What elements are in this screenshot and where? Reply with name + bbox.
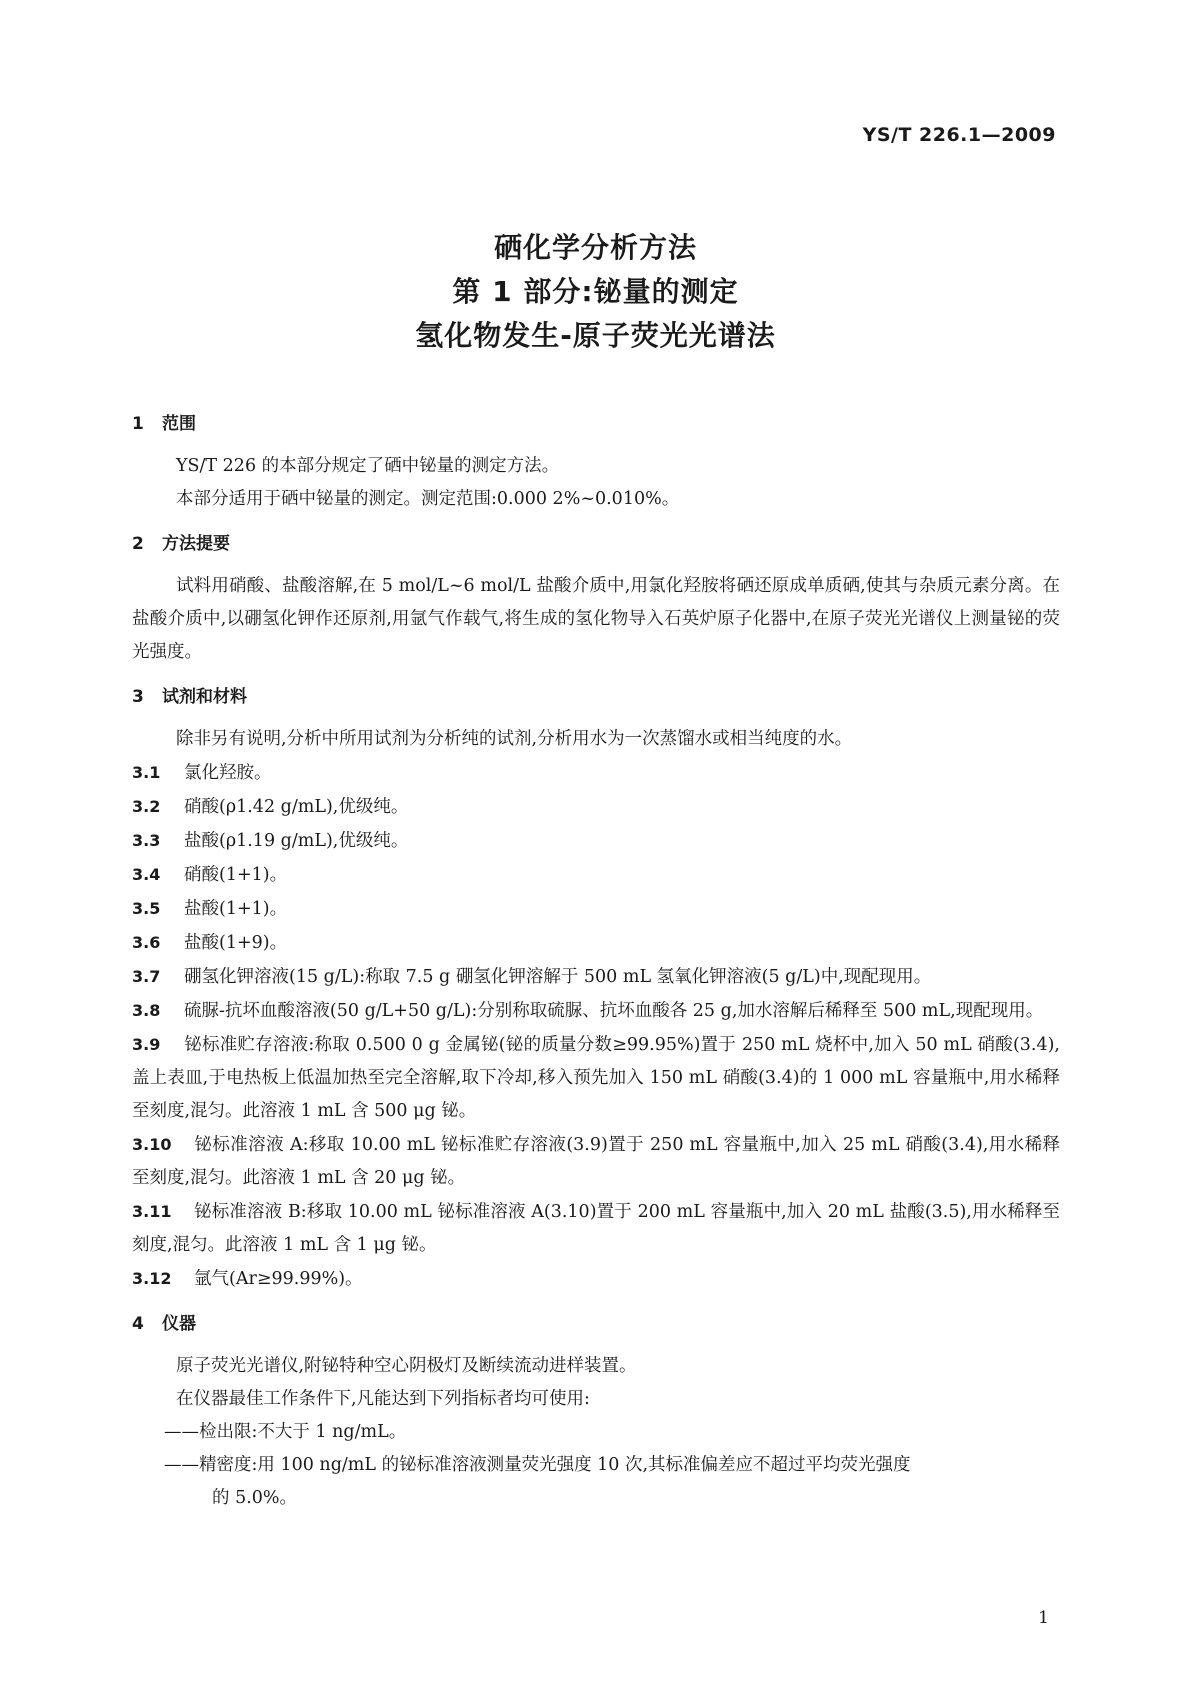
item-number: 3.1: [132, 763, 161, 782]
section-number: 2: [132, 534, 144, 554]
section-heading-scope: [132, 412, 1060, 436]
paragraph: 原子荧光光谱仪,附铋特种空心阴极灯及断续流动进样装置。: [176, 1356, 637, 1376]
standard-code: YS/T 226.1—2009: [862, 124, 1056, 146]
paragraph: YS/T 226 的本部分规定了硒中铋量的测定方法。: [176, 456, 560, 476]
item-number: 3.3: [132, 831, 161, 850]
list-item: [132, 1028, 1060, 1128]
page-number: 1: [1038, 1608, 1049, 1628]
list-item: [132, 1128, 1060, 1195]
item-text: 铋标准贮存溶液:称取 0.500 0 g 金属铋(铋的质量分数≥99.95%)置于 250 mL 烧杯中,加入 50 mL 硝酸(3.4),盖上表皿,于电热板上低温加热至完全溶解,取下冷却,移入预先加入 150 mL 硝酸(3.4)的 1 000 mL 容量瓶中,用水稀释至刻度,混匀。此溶液 1 mL 含 500 μg 铋。: [132, 1035, 1060, 1121]
item-number: 3.10: [132, 1135, 172, 1154]
item-number: 3.11: [132, 1202, 172, 1221]
paragraph: 除非另有说明,分析中所用试剂为分析纯的试剂,分析用水为一次蒸馏水或相当纯度的水。: [176, 729, 853, 749]
document-body: [132, 412, 1060, 1515]
dash-item-continuation: 的 5.0%。: [212, 1488, 298, 1508]
list-item: [132, 756, 1060, 790]
item-text: 盐酸(1+9)。: [184, 933, 288, 953]
item-number: 3.9: [132, 1035, 161, 1054]
list-item: [132, 858, 1060, 892]
item-text: 氩气(Ar≥99.99%)。: [194, 1269, 363, 1289]
item-number: 3.5: [132, 899, 161, 918]
dash-item-detection-limit: ——检出限:不大于 1 ng/mL。: [164, 1422, 407, 1442]
list-item: [132, 960, 1060, 994]
item-number: 3.6: [132, 933, 161, 952]
item-number: 3.12: [132, 1269, 172, 1288]
list-item: [132, 926, 1060, 960]
item-text: 硫脲-抗坏血酸溶液(50 g/L+50 g/L):分别称取硫脲、抗坏血酸各 25 g,加水溶解后稀释至 500 mL,现配现用。: [184, 1001, 1044, 1021]
section-number: 4: [132, 1314, 144, 1334]
section-title: 试剂和材料: [162, 687, 247, 707]
item-text: 铋标准溶液 A:移取 10.00 mL 铋标准贮存溶液(3.9)置于 250 mL 容量瓶中,加入 25 mL 硝酸(3.4),用水稀释至刻度,混匀。此溶液 1 mL 含 20 μg 铋。: [132, 1135, 1060, 1188]
section-heading-reagents: [132, 685, 1060, 709]
item-text: 氯化羟胺。: [184, 763, 272, 783]
section-title: 方法提要: [162, 534, 230, 554]
list-item: [132, 892, 1060, 926]
document-title: [0, 226, 1191, 358]
item-number: 3.4: [132, 865, 161, 884]
title-line-2: 第 1 部分:铋量的测定: [452, 275, 739, 308]
item-text: 盐酸(ρ1.19 g/mL),优级纯。: [184, 831, 409, 851]
item-text: 硼氢化钾溶液(15 g/L):称取 7.5 g 硼氢化钾溶解于 500 mL 氢氧化钾溶液(5 g/L)中,现配现用。: [184, 967, 932, 987]
list-item: [132, 1262, 1060, 1296]
section-number: 3: [132, 687, 144, 707]
item-number: 3.7: [132, 967, 161, 986]
title-line-3: 氢化物发生-原子荧光光谱法: [415, 319, 776, 352]
list-item: [132, 994, 1060, 1028]
section-title: 仪器: [162, 1314, 196, 1334]
list-item: [132, 790, 1060, 824]
paragraph: 在仪器最佳工作条件下,凡能达到下列指标者均可使用:: [176, 1389, 590, 1409]
paragraph: 试料用硝酸、盐酸溶解,在 5 mol/L~6 mol/L 盐酸介质中,用氯化羟胺将硒还原成单质硒,使其与杂质元素分离。在盐酸介质中,以硼氢化钾作还原剂,用氩气作载气,将生成的氢化物导入石英炉原子化器中,在原子荧光光谱仪上测量铋的荧光强度。: [132, 576, 1060, 662]
list-item: [132, 824, 1060, 858]
item-text: 硝酸(1+1)。: [184, 865, 288, 885]
item-text: 盐酸(1+1)。: [184, 899, 288, 919]
item-text: 硝酸(ρ1.42 g/mL),优级纯。: [184, 797, 409, 817]
section-heading-apparatus: [132, 1312, 1060, 1336]
title-line-1: 硒化学分析方法: [493, 231, 697, 264]
section-heading-method-summary: [132, 532, 1060, 556]
item-number: 3.8: [132, 1001, 161, 1020]
section-title: 范围: [162, 414, 196, 434]
section-number: 1: [132, 414, 144, 434]
item-text: 铋标准溶液 B:移取 10.00 mL 铋标准溶液 A(3.10)置于 200 mL 容量瓶中,加入 20 mL 盐酸(3.5),用水稀释至刻度,混匀。此溶液 1 mL 含 1 μg 铋。: [132, 1202, 1060, 1255]
item-number: 3.2: [132, 797, 161, 816]
list-item: [132, 1195, 1060, 1262]
dash-item-precision: ——精密度:用 100 ng/mL 的铋标准溶液测量荧光强度 10 次,其标准偏差应不超过平均荧光强度: [164, 1455, 911, 1475]
paragraph: 本部分适用于硒中铋量的测定。测定范围:0.000 2%~0.010%。: [176, 489, 680, 509]
